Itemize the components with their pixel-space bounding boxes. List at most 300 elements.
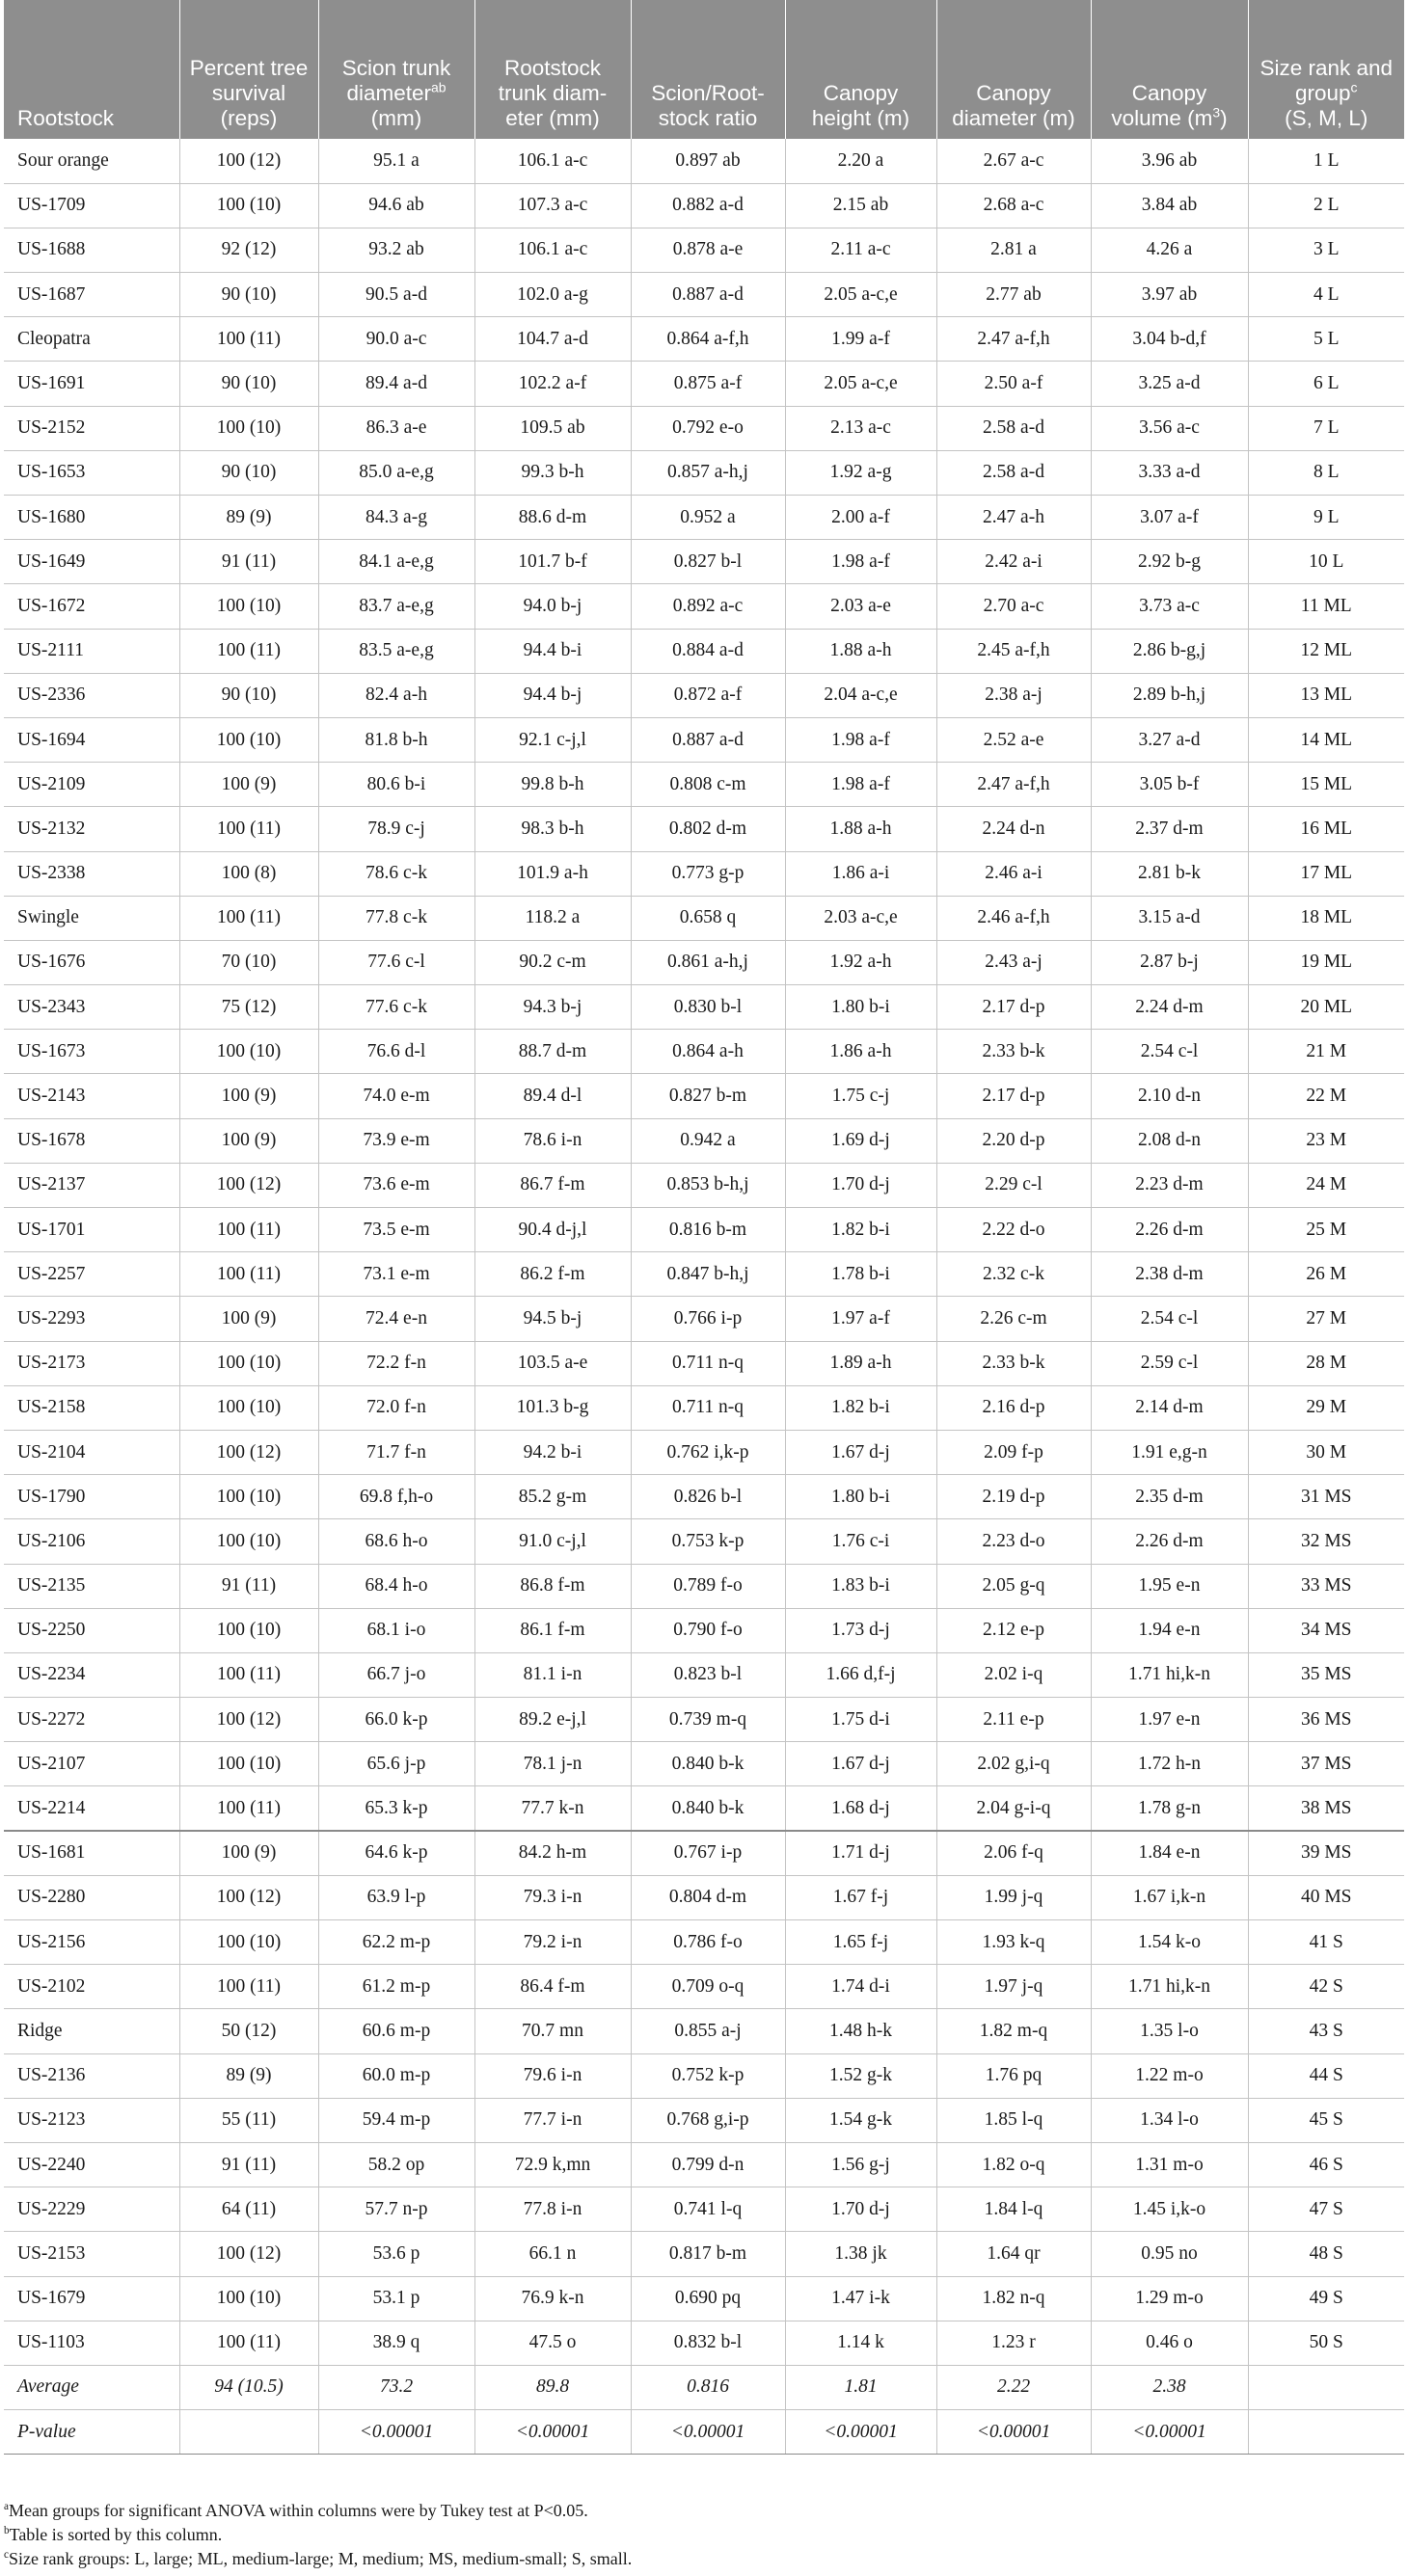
header-scion-diameter: Scion trunk diameter$^{ab}$ (mm) — [318, 0, 474, 139]
cell-canopy-diameter: <0.00001 — [936, 2410, 1091, 2455]
table-row — [4, 317, 1404, 362]
cell-rootstock: US-1678 — [4, 1118, 179, 1163]
cell-canopy-volume: 1.31 m-o — [1091, 2142, 1248, 2187]
cell-canopy-volume: 3.25 a-d — [1091, 362, 1248, 406]
cell-scion-diameter: 72.4 e-n — [318, 1297, 474, 1341]
cell-canopy-diameter: 2.33 b-k — [936, 1341, 1091, 1385]
footnote-marker-ab: ab — [431, 79, 447, 95]
table-row — [4, 1074, 1404, 1118]
cell-size-rank: 22 M — [1248, 1074, 1404, 1118]
cell-size-rank: 10 L — [1248, 540, 1404, 584]
cell-canopy-diameter: 1.23 r — [936, 2321, 1091, 2365]
cell-rootstock-diameter: 72.9 k,mn — [474, 2142, 631, 2187]
cell-canopy-volume: 1.84 e-n — [1091, 1831, 1248, 1875]
table-row — [4, 1652, 1404, 1697]
cell-canopy-volume: 3.56 a-c — [1091, 406, 1248, 450]
cell-scion-diameter: 90.5 a-d — [318, 273, 474, 317]
cell-survival: 100 (11) — [179, 896, 318, 940]
cell-canopy-height: 1.99 a-f — [785, 317, 936, 362]
cell-scion-diameter: 69.8 f,h-o — [318, 1475, 474, 1519]
cell-canopy-diameter: 2.09 f-p — [936, 1430, 1091, 1474]
cell-scion-diameter: 93.2 ab — [318, 228, 474, 272]
cell-scion-diameter: 66.0 k-p — [318, 1698, 474, 1742]
cell-canopy-diameter: 2.47 a-h — [936, 496, 1091, 540]
cell-scion-diameter: 76.6 d-l — [318, 1030, 474, 1074]
cell-canopy-height: 1.82 b-i — [785, 1208, 936, 1252]
cell-canopy-diameter: 2.46 a-i — [936, 851, 1091, 896]
cell-canopy-volume: 2.14 d-m — [1091, 1385, 1248, 1430]
table-row — [4, 851, 1404, 896]
cell-ratio: 0.790 f-o — [631, 1608, 785, 1652]
cell-scion-diameter: 73.1 e-m — [318, 1252, 474, 1297]
cell-rootstock-diameter: 90.2 c-m — [474, 940, 631, 984]
cell-ratio: 0.816 — [631, 2365, 785, 2409]
cell-rootstock-diameter: 88.7 d-m — [474, 1030, 631, 1074]
table-row — [4, 584, 1404, 629]
cell-canopy-diameter: 1.99 j-q — [936, 1875, 1091, 1919]
cell-canopy-height: 2.15 ab — [785, 183, 936, 228]
cell-canopy-volume: 2.59 c-l — [1091, 1341, 1248, 1385]
cell-ratio: 0.887 a-d — [631, 717, 785, 762]
table-row — [4, 450, 1404, 495]
cell-canopy-height: 2.03 a-c,e — [785, 896, 936, 940]
cell-rootstock-diameter: 101.7 b-f — [474, 540, 631, 584]
table-row — [4, 1430, 1404, 1474]
superscript-3: 3 — [1212, 104, 1221, 121]
cell-size-rank: 13 ML — [1248, 673, 1404, 717]
cell-survival: 100 (11) — [179, 1252, 318, 1297]
cell-canopy-diameter: 2.58 a-d — [936, 450, 1091, 495]
cell-canopy-diameter: 2.38 a-j — [936, 673, 1091, 717]
cell-rootstock-diameter: 79.2 i-n — [474, 1920, 631, 1965]
cell-rootstock: US-2102 — [4, 1965, 179, 2009]
cell-scion-diameter: 89.4 a-d — [318, 362, 474, 406]
cell-canopy-height: 1.56 g-j — [785, 2142, 936, 2187]
cell-canopy-height: 1.74 d-i — [785, 1965, 936, 2009]
table-row — [4, 1920, 1404, 1965]
cell-survival: 55 (11) — [179, 2098, 318, 2142]
cell-survival: 100 (11) — [179, 1786, 318, 1831]
cell-survival: 100 (10) — [179, 1608, 318, 1652]
cell-ratio: 0.952 a — [631, 496, 785, 540]
cell-survival: 100 (11) — [179, 2321, 318, 2365]
header-rootstock: Rootstock — [4, 0, 179, 139]
cell-survival: 91 (11) — [179, 2142, 318, 2187]
cell-rootstock-diameter: 66.1 n — [474, 2232, 631, 2276]
cell-scion-diameter: 85.0 a-e,g — [318, 450, 474, 495]
cell-canopy-volume: 2.92 b-g — [1091, 540, 1248, 584]
cell-survival: 100 (9) — [179, 763, 318, 807]
cell-survival: 100 (8) — [179, 851, 318, 896]
cell-size-rank: 48 S — [1248, 2232, 1404, 2276]
cell-size-rank: 49 S — [1248, 2276, 1404, 2321]
cell-size-rank: 34 MS — [1248, 1608, 1404, 1652]
cell-canopy-height: 1.73 d-j — [785, 1608, 936, 1652]
cell-scion-diameter: 57.7 n-p — [318, 2187, 474, 2232]
cell-rootstock-diameter: 47.5 o — [474, 2321, 631, 2365]
cell-canopy-volume: 3.97 ab — [1091, 273, 1248, 317]
cell-scion-diameter: 86.3 a-e — [318, 406, 474, 450]
header-survival: Percent tree survival (reps) — [179, 0, 318, 139]
cell-canopy-height: 1.75 d-i — [785, 1698, 936, 1742]
cell-size-rank: 14 ML — [1248, 717, 1404, 762]
table-row — [4, 2098, 1404, 2142]
cell-canopy-height: 1.54 g-k — [785, 2098, 936, 2142]
cell-survival: 100 (11) — [179, 1652, 318, 1697]
cell-size-rank: 41 S — [1248, 1920, 1404, 1965]
cell-survival: 100 (10) — [179, 1742, 318, 1786]
cell-canopy-volume: 2.54 c-l — [1091, 1297, 1248, 1341]
cell-canopy-diameter: 2.02 i-q — [936, 1652, 1091, 1697]
cell-ratio: 0.887 a-d — [631, 273, 785, 317]
cell-scion-diameter: 65.6 j-p — [318, 1742, 474, 1786]
cell-canopy-height: 1.86 a-h — [785, 1030, 936, 1074]
table-row — [4, 228, 1404, 272]
cell-canopy-volume: 0.95 no — [1091, 2232, 1248, 2276]
footnote-b: $^b$Table is sorted by this column. — [4, 2525, 223, 2544]
cell-size-rank: 11 ML — [1248, 584, 1404, 629]
cell-rootstock-diameter: 77.7 i-n — [474, 2098, 631, 2142]
cell-rootstock-diameter: 94.5 b-j — [474, 1297, 631, 1341]
cell-size-rank: 47 S — [1248, 2187, 1404, 2232]
cell-scion-diameter: 83.7 a-e,g — [318, 584, 474, 629]
cell-rootstock: US-2107 — [4, 1742, 179, 1786]
cell-canopy-diameter: 1.64 qr — [936, 2232, 1091, 2276]
cell-canopy-diameter: 2.46 a-f,h — [936, 896, 1091, 940]
cell-survival: 91 (11) — [179, 1564, 318, 1608]
cell-rootstock: US-2123 — [4, 2098, 179, 2142]
cell-rootstock: US-2106 — [4, 1519, 179, 1564]
cell-rootstock: US-2153 — [4, 2232, 179, 2276]
cell-ratio: 0.658 q — [631, 896, 785, 940]
cell-survival: 70 (10) — [179, 940, 318, 984]
cell-ratio: 0.892 a-c — [631, 584, 785, 629]
cell-rootstock-diameter: 70.7 mn — [474, 2009, 631, 2053]
cell-rootstock: Average — [4, 2365, 179, 2409]
cell-ratio: 0.711 n-q — [631, 1341, 785, 1385]
cell-canopy-diameter: 2.33 b-k — [936, 1030, 1091, 1074]
cell-rootstock: US-2343 — [4, 985, 179, 1030]
cell-rootstock: US-2257 — [4, 1252, 179, 1297]
header-canopy-height: Canopy height (m) — [785, 0, 936, 139]
table-body — [4, 139, 1404, 2455]
cell-survival: 100 (12) — [179, 1875, 318, 1919]
table-row — [4, 183, 1404, 228]
cell-canopy-volume: 1.67 i,k-n — [1091, 1875, 1248, 1919]
cell-canopy-diameter: 2.24 d-n — [936, 807, 1091, 851]
cell-size-rank: 45 S — [1248, 2098, 1404, 2142]
table-row — [4, 406, 1404, 450]
cell-ratio: 0.830 b-l — [631, 985, 785, 1030]
cell-rootstock-diameter: 106.1 a-c — [474, 228, 631, 272]
cell-canopy-height: 1.82 b-i — [785, 1385, 936, 1430]
cell-size-rank: 30 M — [1248, 1430, 1404, 1474]
cell-rootstock: US-2143 — [4, 1074, 179, 1118]
table-row — [4, 1297, 1404, 1341]
cell-rootstock-diameter: 89.4 d-l — [474, 1074, 631, 1118]
cell-survival: 100 (11) — [179, 317, 318, 362]
cell-rootstock: US-1649 — [4, 540, 179, 584]
cell-survival: 100 (12) — [179, 1698, 318, 1742]
cell-size-rank: 21 M — [1248, 1030, 1404, 1074]
table-row — [4, 1831, 1404, 1875]
cell-ratio: 0.823 b-l — [631, 1652, 785, 1697]
table-row — [4, 1519, 1404, 1564]
table-row — [4, 673, 1404, 717]
cell-scion-diameter: 72.2 f-n — [318, 1341, 474, 1385]
cell-scion-diameter: 82.4 a-h — [318, 673, 474, 717]
cell-rootstock: US-2109 — [4, 763, 179, 807]
cell-rootstock: Cleopatra — [4, 317, 179, 362]
cell-ratio: 0.739 m-q — [631, 1698, 785, 1742]
cell-ratio: 0.861 a-h,j — [631, 940, 785, 984]
cell-canopy-diameter: 1.82 o-q — [936, 2142, 1091, 2187]
cell-rootstock: US-2136 — [4, 2053, 179, 2098]
cell-rootstock: Sour orange — [4, 139, 179, 183]
cell-canopy-volume: 3.73 a-c — [1091, 584, 1248, 629]
cell-rootstock-diameter: 92.1 c-j,l — [474, 717, 631, 762]
cell-ratio: 0.741 l-q — [631, 2187, 785, 2232]
cell-rootstock: US-1103 — [4, 2321, 179, 2365]
cell-rootstock-diameter: <0.00001 — [474, 2410, 631, 2455]
cell-scion-diameter: 95.1 a — [318, 139, 474, 183]
cell-rootstock: US-2338 — [4, 851, 179, 896]
cell-canopy-height: 1.65 f-j — [785, 1920, 936, 1965]
cell-ratio: 0.872 a-f — [631, 673, 785, 717]
cell-rootstock: US-1688 — [4, 228, 179, 272]
cell-size-rank: 38 MS — [1248, 1786, 1404, 1831]
cell-size-rank: 18 ML — [1248, 896, 1404, 940]
cell-scion-diameter: 38.9 q — [318, 2321, 474, 2365]
cell-size-rank: 39 MS — [1248, 1831, 1404, 1875]
cell-size-rank: 8 L — [1248, 450, 1404, 495]
cell-rootstock: US-2158 — [4, 1385, 179, 1430]
table-row — [4, 2053, 1404, 2098]
cell-rootstock-diameter: 76.9 k-n — [474, 2276, 631, 2321]
cell-survival: 100 (12) — [179, 2232, 318, 2276]
cell-survival: 94 (10.5) — [179, 2365, 318, 2409]
cell-canopy-volume: 2.08 d-n — [1091, 1118, 1248, 1163]
cell-rootstock: US-2214 — [4, 1786, 179, 1831]
cell-rootstock-diameter: 86.8 f-m — [474, 1564, 631, 1608]
cell-scion-diameter: 73.5 e-m — [318, 1208, 474, 1252]
cell-canopy-volume: 2.26 d-m — [1091, 1208, 1248, 1252]
cell-scion-diameter: 62.2 m-p — [318, 1920, 474, 1965]
table-row — [4, 1608, 1404, 1652]
cell-size-rank: 42 S — [1248, 1965, 1404, 2009]
cell-survival: 92 (12) — [179, 228, 318, 272]
cell-rootstock-diameter: 118.2 a — [474, 896, 631, 940]
cell-canopy-volume: 1.94 e-n — [1091, 1608, 1248, 1652]
cell-rootstock: US-1676 — [4, 940, 179, 984]
cell-rootstock: US-1701 — [4, 1208, 179, 1252]
cell-rootstock-diameter: 84.2 h-m — [474, 1831, 631, 1875]
cell-canopy-diameter: 2.26 c-m — [936, 1297, 1091, 1341]
cell-ratio: 0.840 b-k — [631, 1742, 785, 1786]
cell-canopy-volume: 3.05 b-f — [1091, 763, 1248, 807]
average-row — [4, 2365, 1404, 2409]
cell-rootstock: US-2336 — [4, 673, 179, 717]
cell-rootstock-diameter: 89.2 e-j,l — [474, 1698, 631, 1742]
cell-survival: 100 (9) — [179, 1074, 318, 1118]
cell-rootstock-diameter: 99.8 b-h — [474, 763, 631, 807]
cell-canopy-height: 1.97 a-f — [785, 1297, 936, 1341]
cell-size-rank: 23 M — [1248, 1118, 1404, 1163]
cell-canopy-diameter: 2.67 a-c — [936, 139, 1091, 183]
footnote-c: $^c$Size rank groups: L, large; ML, medium-large; M, medium; MS, medium-small; S, small. — [4, 2549, 633, 2568]
cell-size-rank: 19 ML — [1248, 940, 1404, 984]
cell-ratio: 0.857 a-h,j — [631, 450, 785, 495]
cell-size-rank: 15 ML — [1248, 763, 1404, 807]
cell-rootstock-diameter: 85.2 g-m — [474, 1475, 631, 1519]
cell-rootstock: US-2135 — [4, 1564, 179, 1608]
cell-canopy-diameter: 2.29 c-l — [936, 1163, 1091, 1207]
cell-rootstock: P-value — [4, 2410, 179, 2455]
cell-rootstock-diameter: 77.8 i-n — [474, 2187, 631, 2232]
cell-canopy-height: 1.80 b-i — [785, 1475, 936, 1519]
cell-survival: 100 (10) — [179, 1341, 318, 1385]
cell-canopy-height: 1.98 a-f — [785, 717, 936, 762]
cell-canopy-height: 1.48 h-k — [785, 2009, 936, 2053]
cell-ratio: 0.792 e-o — [631, 406, 785, 450]
cell-rootstock: US-1709 — [4, 183, 179, 228]
table-row — [4, 1564, 1404, 1608]
cell-survival: 100 (10) — [179, 1475, 318, 1519]
cell-ratio: 0.709 o-q — [631, 1965, 785, 2009]
cell-survival: 50 (12) — [179, 2009, 318, 2053]
table-row — [4, 807, 1404, 851]
cell-canopy-height: 1.67 f-j — [785, 1875, 936, 1919]
cell-canopy-volume: 2.35 d-m — [1091, 1475, 1248, 1519]
table-row — [4, 139, 1404, 183]
cell-ratio: 0.773 g-p — [631, 851, 785, 896]
cell-rootstock: US-1687 — [4, 273, 179, 317]
cell-canopy-volume: 2.37 d-m — [1091, 807, 1248, 851]
cell-canopy-volume: 1.45 i,k-o — [1091, 2187, 1248, 2232]
cell-survival: 100 (9) — [179, 1118, 318, 1163]
cell-size-rank — [1248, 2365, 1404, 2409]
cell-ratio: 0.816 b-m — [631, 1208, 785, 1252]
cell-rootstock: US-2104 — [4, 1430, 179, 1474]
cell-canopy-volume: 1.29 m-o — [1091, 2276, 1248, 2321]
cell-rootstock-diameter: 102.2 a-f — [474, 362, 631, 406]
cell-canopy-volume: 1.72 h-n — [1091, 1742, 1248, 1786]
cell-rootstock: US-2132 — [4, 807, 179, 851]
cell-rootstock-diameter: 86.7 f-m — [474, 1163, 631, 1207]
cell-rootstock: US-2250 — [4, 1608, 179, 1652]
cell-canopy-height: 1.70 d-j — [785, 2187, 936, 2232]
table-row — [4, 1341, 1404, 1385]
table-row — [4, 1698, 1404, 1742]
header-rootstock-diameter: Rootstock trunk diam-eter (mm) — [474, 0, 631, 139]
cell-survival: 100 (10) — [179, 1920, 318, 1965]
cell-scion-diameter: 81.8 b-h — [318, 717, 474, 762]
cell-rootstock-diameter: 103.5 a-e — [474, 1341, 631, 1385]
cell-survival: 90 (10) — [179, 450, 318, 495]
cell-survival: 91 (11) — [179, 540, 318, 584]
cell-ratio: <0.00001 — [631, 2410, 785, 2455]
cell-scion-diameter: 74.0 e-m — [318, 1074, 474, 1118]
cell-canopy-height: 2.11 a-c — [785, 228, 936, 272]
cell-survival — [179, 2410, 318, 2455]
cell-rootstock-diameter: 86.1 f-m — [474, 1608, 631, 1652]
cell-rootstock-diameter: 94.4 b-j — [474, 673, 631, 717]
table-row — [4, 985, 1404, 1030]
cell-size-rank: 16 ML — [1248, 807, 1404, 851]
table-row — [4, 1742, 1404, 1786]
cell-size-rank: 9 L — [1248, 496, 1404, 540]
cell-size-rank: 35 MS — [1248, 1652, 1404, 1697]
cell-canopy-height: 1.83 b-i — [785, 1564, 936, 1608]
cell-canopy-diameter: 2.70 a-c — [936, 584, 1091, 629]
cell-rootstock: US-1673 — [4, 1030, 179, 1074]
cell-ratio: 0.762 i,k-p — [631, 1430, 785, 1474]
cell-rootstock-diameter: 98.3 b-h — [474, 807, 631, 851]
cell-canopy-diameter: 2.22 d-o — [936, 1208, 1091, 1252]
cell-scion-diameter: 61.2 m-p — [318, 1965, 474, 2009]
cell-scion-diameter: 77.6 c-k — [318, 985, 474, 1030]
cell-ratio: 0.884 a-d — [631, 629, 785, 673]
cell-canopy-height: 1.70 d-j — [785, 1163, 936, 1207]
cell-ratio: 0.789 f-o — [631, 1564, 785, 1608]
cell-scion-diameter: 53.1 p — [318, 2276, 474, 2321]
cell-survival: 100 (11) — [179, 1208, 318, 1252]
cell-canopy-height: 1.86 a-i — [785, 851, 936, 896]
cell-canopy-height: 2.13 a-c — [785, 406, 936, 450]
cell-canopy-diameter: 1.85 l-q — [936, 2098, 1091, 2142]
cell-size-rank: 32 MS — [1248, 1519, 1404, 1564]
cell-canopy-diameter: 2.68 a-c — [936, 183, 1091, 228]
table-row — [4, 1118, 1404, 1163]
cell-canopy-volume: 2.23 d-m — [1091, 1163, 1248, 1207]
cell-survival: 100 (10) — [179, 1030, 318, 1074]
cell-survival: 90 (10) — [179, 273, 318, 317]
cell-scion-diameter: 64.6 k-p — [318, 1831, 474, 1875]
cell-rootstock-diameter: 86.2 f-m — [474, 1252, 631, 1297]
cell-canopy-volume: 3.84 ab — [1091, 183, 1248, 228]
table-row — [4, 362, 1404, 406]
cell-canopy-volume: 2.10 d-n — [1091, 1074, 1248, 1118]
cell-canopy-diameter: 1.82 n-q — [936, 2276, 1091, 2321]
cell-size-rank: 25 M — [1248, 1208, 1404, 1252]
rootstock-data-table — [4, 0, 1404, 2455]
cell-rootstock: Swingle — [4, 896, 179, 940]
table-row — [4, 896, 1404, 940]
cell-canopy-diameter: 2.58 a-d — [936, 406, 1091, 450]
cell-canopy-height: 1.80 b-i — [785, 985, 936, 1030]
cell-scion-diameter: 83.5 a-e,g — [318, 629, 474, 673]
cell-canopy-diameter: 2.81 a — [936, 228, 1091, 272]
cell-canopy-volume: 2.24 d-m — [1091, 985, 1248, 1030]
cell-canopy-diameter: 2.05 g-q — [936, 1564, 1091, 1608]
cell-canopy-volume: 4.26 a — [1091, 228, 1248, 272]
cell-rootstock: US-1790 — [4, 1475, 179, 1519]
cell-rootstock: US-2280 — [4, 1875, 179, 1919]
cell-canopy-height: 1.67 d-j — [785, 1430, 936, 1474]
cell-canopy-volume: 1.35 l-o — [1091, 2009, 1248, 2053]
cell-canopy-height: 1.69 d-j — [785, 1118, 936, 1163]
cell-canopy-diameter: 1.82 m-q — [936, 2009, 1091, 2053]
cell-canopy-diameter: 2.47 a-f,h — [936, 763, 1091, 807]
cell-survival: 100 (11) — [179, 629, 318, 673]
table-row — [4, 763, 1404, 807]
cell-canopy-height: 1.81 — [785, 2365, 936, 2409]
cell-survival: 100 (12) — [179, 1163, 318, 1207]
cell-canopy-height: 2.04 a-c,e — [785, 673, 936, 717]
header-size-rank: Size rank and group$^c$ (S, M, L) — [1248, 0, 1404, 139]
cell-survival: 100 (12) — [179, 1430, 318, 1474]
cell-canopy-diameter: 2.50 a-f — [936, 362, 1091, 406]
